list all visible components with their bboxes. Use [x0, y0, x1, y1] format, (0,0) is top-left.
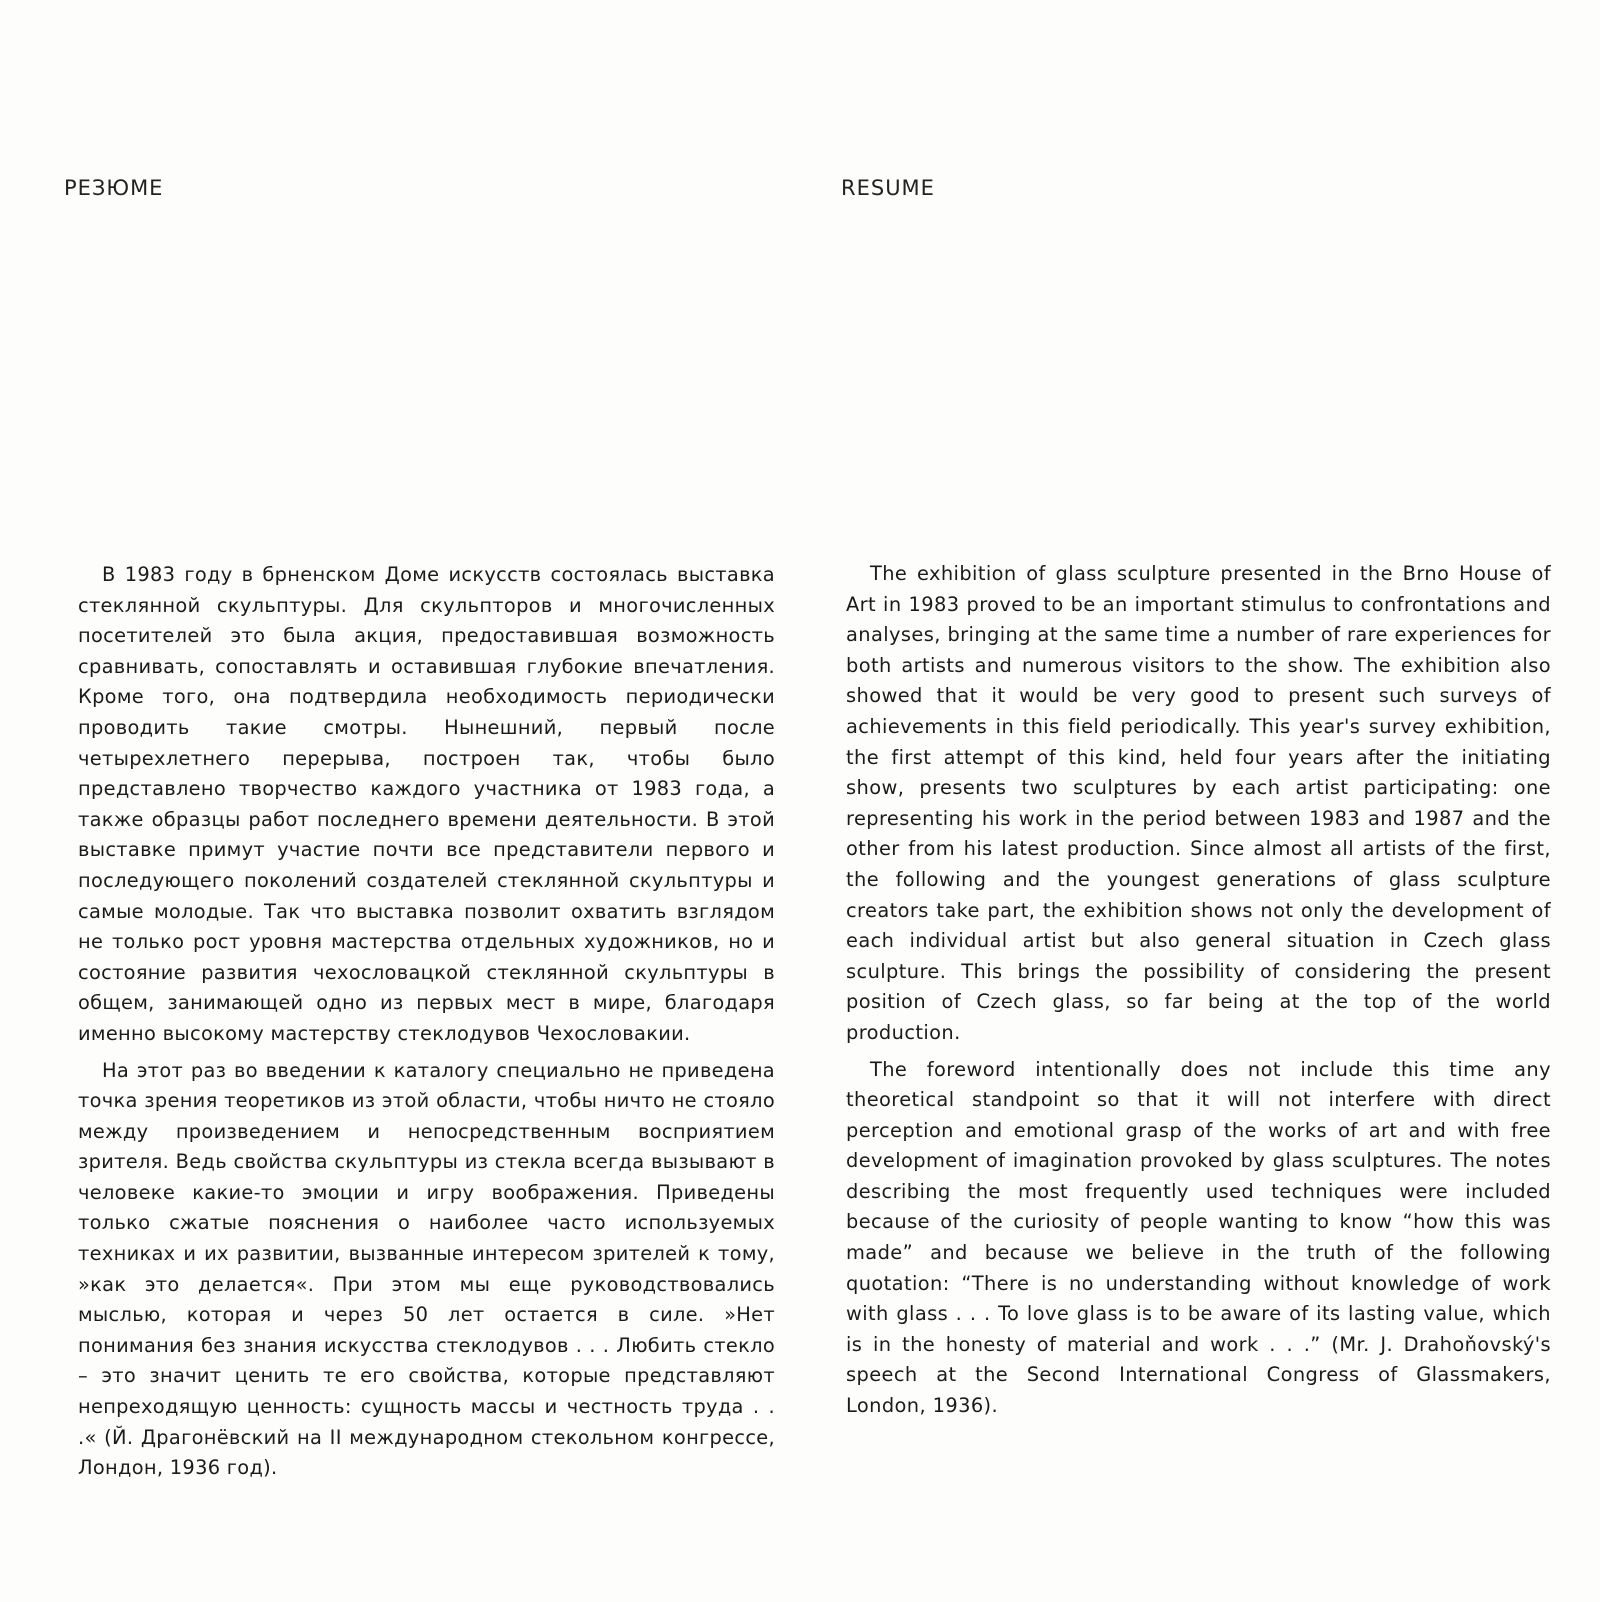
english-paragraph-2: The foreword intentionally does not include this time any theoretical standpoint so that it will not interfere with direct perception and emotional grasp of the works of art and with free development of imagination provoked by glass sculptures. The notes describing the most frequently used techniques were included because of the curiosity of people wanting to know “how this was made” and because we believe in the truth of the following quotation: “There is no understanding without knowledge of work with glass . . . To love glass is to be aware of its lasting value, which is in the honesty of material and work . . .” (Mr. J. Drahoňovský's speech at the Second International Congress of Glassmakers, London, 1936). — [846, 1057, 1551, 1418]
english-paragraph-1: The exhibition of glass sculpture presented in the Brno House of Art in 1983 proved to be an important stimulus to confrontations and analyses, bringing at the same time a number of rare experiences for both artists and numerous visitors to the show. The exhibition also showed that it would be very good to present such surveys of achievements in this field periodically. This year's survey exhibition, the first attempt of this kind, held four years after the initiating show, presents two sculptures by each artist participating: one representing his work in the period between 1983 and 1987 and the other from his latest production. Since almost all artists of the first, the following and the youngest generations of glass sculpture creators take part, the exhibition shows not only the development of each individual artist but also general situation in Czech glass sculpture. This brings the possibility of considering the present position of Czech glass, so far being at the top of the world production. — [846, 562, 1551, 1044]
russian-summary-column — [78, 560, 775, 1490]
english-summary-column — [846, 559, 1551, 1428]
russian-paragraph-2: На этот раз во введении к каталогу специально не приведена точка зрения теоретиков из этой области, чтобы ничто не стояло между произведением и непосредственным восприятием зрителя. Ведь свойства скульптуры из стекла всегда вызывают в человеке какие-то эмоции и игру воображения. Приведены только сжатые пояснения о наиболее часто используемых техниках и их развитии, вызванные интересом зрителей к тому, »как это делается«. При этом мы еще руководствовались мыслью, которая и через 50 лет остается в силе. »Нет понимания без знания искусства стеклодувов . . . Любить стекло – это значит ценить те его свойства, которые представляют непреходящую ценность: сущность массы и честность труда . . .« (Й. Драгонёвский на II международном стекольном конгрессе, Лондон, 1936 год). — [78, 1058, 775, 1480]
russian-paragraph-1: В 1983 году в брненском Доме искусств состоялась выставка стеклянной скульптуры. Для скульпторов и многочисленных посетителей это была акция, предоставившая возможность сравнивать, сопоставлять и оставившая глубокие впечатления. Кроме того, она подтвердила необходимость периодически проводить такие смотры. Нынешний, первый после четырехлетнего перерыва, построен так, чтобы было представлено творчество каждого участника от 1983 года, а также образцы работ последнего времени деятельности. В этой выставке примут участие почти все представители первого и последующего поколений создателей стеклянной скульптуры и самые молодые. Так что выставка позволит охватить взглядом не только рост уровня мастерства отдельных художников, но и состояние развития чехословацкой стеклянной скульптуры в общем, занимающей одно из первых мест в мире, благодаря именно высокому мастерству стеклодувов Чехословакии. — [78, 563, 775, 1045]
russian-heading: РЕЗЮМЕ — [64, 176, 164, 200]
english-heading: RESUME — [841, 176, 935, 200]
